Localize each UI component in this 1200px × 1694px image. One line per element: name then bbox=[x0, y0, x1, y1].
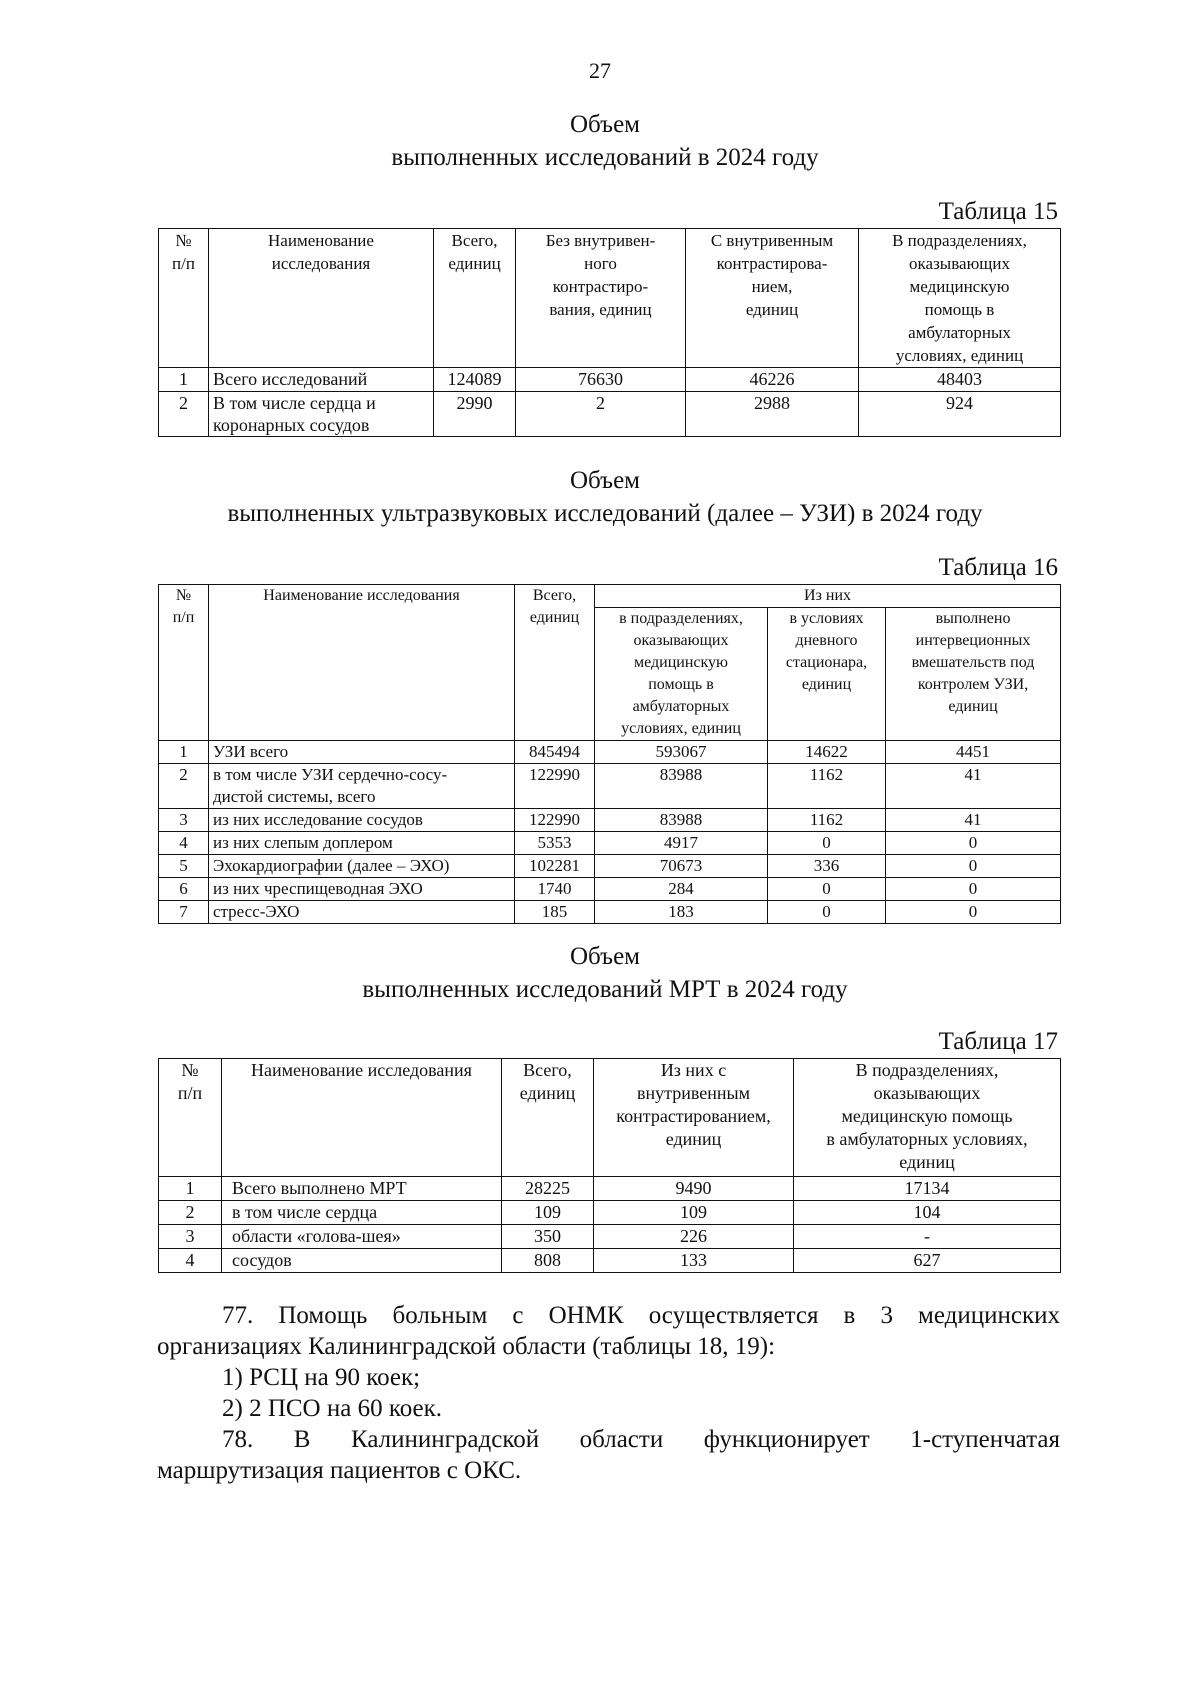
table-row bbox=[159, 832, 1061, 855]
table-cell: стресс-ЭХО bbox=[209, 901, 515, 924]
table-cell: 1 bbox=[159, 1177, 222, 1201]
table-row bbox=[159, 1249, 1061, 1273]
table16-header-group: Из них bbox=[595, 585, 1061, 608]
table17-title bbox=[150, 940, 1060, 1006]
table-cell: 122990 bbox=[515, 809, 595, 832]
table17-header: В подразделениях, оказывающих медицинскую помощь в амбулаторных условиях, единиц bbox=[794, 1059, 1061, 1177]
table16-header-row bbox=[159, 585, 1061, 608]
table-cell: 109 bbox=[594, 1201, 794, 1225]
table17-header: Наименование исследования bbox=[222, 1059, 502, 1177]
table-cell: 1 bbox=[159, 368, 209, 392]
table-cell: 83988 bbox=[595, 764, 768, 809]
table-cell: 28225 bbox=[502, 1177, 594, 1201]
table16-label: Таблица 16 bbox=[938, 554, 1058, 581]
table-cell: 4 bbox=[159, 1249, 222, 1273]
table-cell: 183 bbox=[595, 901, 768, 924]
table-cell: 48403 bbox=[859, 368, 1061, 392]
table-cell: 2 bbox=[516, 392, 686, 437]
page-number: 27 bbox=[589, 58, 611, 83]
table-row bbox=[159, 855, 1061, 878]
table-cell: из них слепым доплером bbox=[209, 832, 515, 855]
table-cell: 6 bbox=[159, 878, 209, 901]
table-cell: 83988 bbox=[595, 809, 768, 832]
table-cell: 2988 bbox=[686, 392, 859, 437]
table15-header: Без внутривен- ного контрастиро- вания, единиц bbox=[516, 229, 686, 368]
table-row bbox=[159, 1177, 1061, 1201]
table-cell: 2 bbox=[159, 392, 209, 437]
table-cell: 924 bbox=[859, 392, 1061, 437]
table-cell: Всего исследований bbox=[209, 368, 434, 392]
table-cell: 1162 bbox=[768, 809, 886, 832]
table-cell: 102281 bbox=[515, 855, 595, 878]
table-cell: 2990 bbox=[434, 392, 516, 437]
table-row bbox=[159, 878, 1061, 901]
table-cell: 0 bbox=[886, 855, 1061, 878]
table-cell: 3 bbox=[159, 1225, 222, 1249]
table-cell: 76630 bbox=[516, 368, 686, 392]
table-cell: 226 bbox=[594, 1225, 794, 1249]
table17 bbox=[158, 1058, 1061, 1273]
table16-title-line2: выполненных ультразвуковых исследований (далее – УЗИ) в 2024 году bbox=[227, 500, 983, 527]
table-cell: 9490 bbox=[594, 1177, 794, 1201]
table-cell: области «голова-шея» bbox=[222, 1225, 502, 1249]
table17-header: Всего, единиц bbox=[502, 1059, 594, 1177]
table15-label: Таблица 15 bbox=[938, 198, 1058, 225]
table-cell: 4 bbox=[159, 832, 209, 855]
list-item: 1) РСЦ на 90 коек; bbox=[222, 1364, 421, 1391]
table-cell: из них чреспищеводная ЭХО bbox=[209, 878, 515, 901]
table-cell: 0 bbox=[768, 901, 886, 924]
table-cell: 122990 bbox=[515, 764, 595, 809]
table-cell: из них исследование сосудов bbox=[209, 809, 515, 832]
table16 bbox=[158, 584, 1061, 924]
table-cell: 1162 bbox=[768, 764, 886, 809]
table16-header: Всего, единиц bbox=[515, 585, 595, 741]
table-cell: 350 bbox=[502, 1225, 594, 1249]
table-cell: 0 bbox=[768, 832, 886, 855]
table-cell: 845494 bbox=[515, 741, 595, 764]
table16-title bbox=[150, 464, 1060, 530]
table16-subheader: в подразделениях, оказывающих медицинскую помощь в амбулаторных условиях, единиц bbox=[595, 608, 768, 741]
table-cell: 70673 bbox=[595, 855, 768, 878]
table-cell: - bbox=[794, 1225, 1061, 1249]
table15-header: В подразделениях, оказывающих медицинскую помощь в амбулаторных условиях, единиц bbox=[859, 229, 1061, 368]
table15-header: Наименование исследования bbox=[209, 229, 434, 368]
table-cell: 1740 bbox=[515, 878, 595, 901]
table-cell: 5 bbox=[159, 855, 209, 878]
table-cell: 284 bbox=[595, 878, 768, 901]
table-row bbox=[159, 1225, 1061, 1249]
table-cell: Всего выполнено МРТ bbox=[222, 1177, 502, 1201]
table17-header: Из них с внутривенным контрастированием, единиц bbox=[594, 1059, 794, 1177]
table15-header: № п/п bbox=[159, 229, 209, 368]
table17-header: № п/п bbox=[159, 1059, 222, 1177]
table-cell: 336 bbox=[768, 855, 886, 878]
paragraph-78-line1: 78. В Калининградской области функционирует 1-ступенчатая bbox=[222, 1426, 1060, 1453]
table-row bbox=[159, 809, 1061, 832]
table-cell: 185 bbox=[515, 901, 595, 924]
paragraph-77-line2: организациях Калининградской области (таблицы 18, 19): bbox=[157, 1333, 776, 1360]
table-cell: 133 bbox=[594, 1249, 794, 1273]
table16-title-line1: Объем bbox=[570, 467, 640, 494]
table-cell: 124089 bbox=[434, 368, 516, 392]
table-cell: в том числе сердца bbox=[222, 1201, 502, 1225]
table16-header: Наименование исследования bbox=[209, 585, 515, 741]
table-cell: 109 bbox=[502, 1201, 594, 1225]
paragraph-78-line2: маршрутизация пациентов с ОКС. bbox=[157, 1457, 522, 1484]
table-cell: 3 bbox=[159, 809, 209, 832]
table-cell: 46226 bbox=[686, 368, 859, 392]
table-cell: 0 bbox=[768, 878, 886, 901]
table15-header: Всего, единиц bbox=[434, 229, 516, 368]
table-cell: 593067 bbox=[595, 741, 768, 764]
table-cell: В том числе сердца и коронарных сосудов bbox=[209, 392, 434, 437]
table-cell: 808 bbox=[502, 1249, 594, 1273]
table-cell: 14622 bbox=[768, 741, 886, 764]
table-cell: в том числе УЗИ сердечно-сосу- дистой системы, всего bbox=[209, 764, 515, 809]
table-cell: 5353 bbox=[515, 832, 595, 855]
table-row bbox=[159, 741, 1061, 764]
table15-header-row bbox=[159, 229, 1061, 368]
table-cell: 0 bbox=[886, 832, 1061, 855]
table17-header-row bbox=[159, 1059, 1061, 1177]
table15 bbox=[158, 228, 1061, 437]
table-row bbox=[159, 368, 1061, 392]
table15-title-line1: Объем bbox=[570, 111, 640, 138]
table16-header: № п/п bbox=[159, 585, 209, 741]
table-cell: 7 bbox=[159, 901, 209, 924]
table-cell: 0 bbox=[886, 878, 1061, 901]
table16-subheader: выполнено интервеционных вмешательств под контролем УЗИ, единиц bbox=[886, 608, 1061, 741]
table-cell: УЗИ всего bbox=[209, 741, 515, 764]
table-cell: 4917 bbox=[595, 832, 768, 855]
table-cell: 4451 bbox=[886, 741, 1061, 764]
table-row bbox=[159, 1201, 1061, 1225]
table-cell: 0 bbox=[886, 901, 1061, 924]
table-cell: 627 bbox=[794, 1249, 1061, 1273]
paragraph-77-line1: 77. Помощь больным с ОНМК осуществляется в 3 медицинских bbox=[222, 1302, 1060, 1329]
table-cell: 41 bbox=[886, 764, 1061, 809]
table17-label: Таблица 17 bbox=[938, 1028, 1058, 1055]
table-cell: 41 bbox=[886, 809, 1061, 832]
table15-title-line2: выполненных исследований в 2024 году bbox=[391, 144, 819, 171]
table17-title-line1: Объем bbox=[570, 943, 640, 970]
table-cell: 17134 bbox=[794, 1177, 1061, 1201]
table-cell: 2 bbox=[159, 1201, 222, 1225]
table-row bbox=[159, 764, 1061, 809]
table-cell: сосудов bbox=[222, 1249, 502, 1273]
table16-subheader: в условиях дневного стационара, единиц bbox=[768, 608, 886, 741]
table-cell: Эхокардиографии (далее – ЭХО) bbox=[209, 855, 515, 878]
table-cell: 104 bbox=[794, 1201, 1061, 1225]
table-cell: 1 bbox=[159, 741, 209, 764]
table-cell: 2 bbox=[159, 764, 209, 809]
table-row bbox=[159, 901, 1061, 924]
table-row bbox=[159, 392, 1061, 437]
list-item: 2) 2 ПСО на 60 коек. bbox=[222, 1395, 443, 1422]
table15-title bbox=[150, 108, 1060, 174]
body-paragraphs bbox=[157, 1300, 1060, 1486]
table17-title-line2: выполненных исследований МРТ в 2024 году bbox=[362, 976, 848, 1003]
table15-header: С внутривенным контрастирова- нием, единиц bbox=[686, 229, 859, 368]
